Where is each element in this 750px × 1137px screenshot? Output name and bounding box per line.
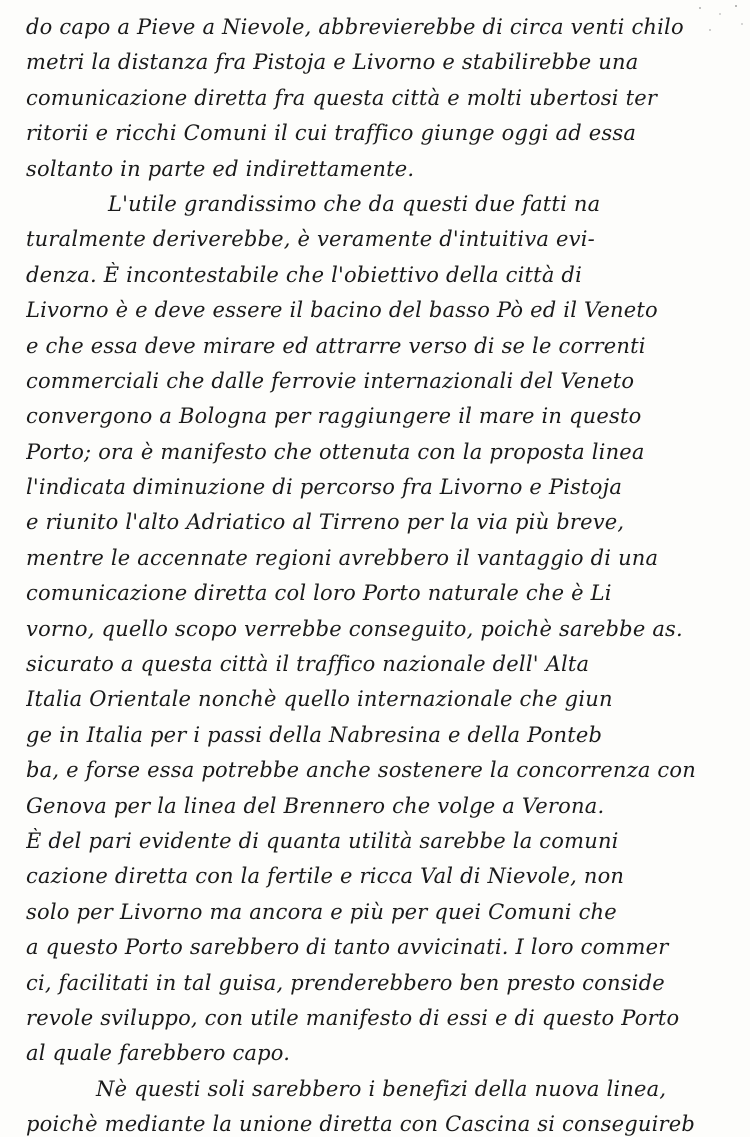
manuscript-line: ci, facilitati in tal guisa, prenderebbero ben presto conside: [26, 970, 665, 995]
manuscript-line: Livorno è e deve essere il bacino del basso Pò ed il Veneto: [26, 298, 658, 323]
manuscript-line: e riunito l'alto Adriatico al Tirreno per la via più breve,: [26, 510, 625, 535]
manuscript-line: mentre le accennate regioni avrebbero il vantaggio di una: [26, 545, 659, 570]
manuscript-line: comunicazione diretta col loro Porto naturale che è Li: [26, 581, 612, 606]
manuscript-line: commerciali che dalle ferrovie internazionali del Veneto: [26, 368, 635, 393]
handwritten-text-block: [26, 10, 734, 1137]
manuscript-line: soltanto in parte ed indirettamente.: [26, 156, 415, 181]
manuscript-line: Genova per la linea del Brennero che volge a Verona.: [26, 793, 605, 818]
manuscript-line: do capo a Pieve a Nievole, abbrevierebbe di circa venti chilo: [26, 15, 684, 39]
manuscript-line: ge in Italia per i passi della Nabresina e della Ponteb: [26, 722, 603, 747]
manuscript-line: È del pari evidente di quanta utilità sarebbe la comuni: [26, 828, 619, 853]
manuscript-line: cazione diretta con la fertile e ricca Val di Nievole, non: [26, 864, 625, 889]
manuscript-line: Nè questi soli sarebbero i benefizi della nuova linea,: [96, 1076, 667, 1101]
manuscript-line: solo per Livorno ma ancora e più per quei Comuni che: [26, 899, 617, 924]
manuscript-line: al quale farebbero capo.: [26, 1041, 291, 1066]
manuscript-line: ba, e forse essa potrebbe anche sostenere la concorrenza con: [26, 758, 696, 783]
manuscript-line: convergono a Bologna per raggiungere il mare in questo: [26, 404, 642, 429]
manuscript-line: poichè mediante la unione diretta con Cascina si conseguireb: [26, 1112, 695, 1137]
manuscript-line: l'indicata diminuzione di percorso fra Livorno e Pistoja: [26, 475, 623, 500]
manuscript-line: vorno, quello scopo verrebbe conseguito, poichè sarebbe as.: [26, 616, 683, 641]
manuscript-line: metri la distanza fra Pistoja e Livorno e stabilirebbe una: [26, 50, 639, 75]
manuscript-line: Italia Orientale nonchè quello internazionale che giun: [26, 687, 613, 712]
manuscript-line: L'utile grandissimo che da questi due fatti na: [108, 191, 601, 216]
manuscript-line: comunicazione diretta fra questa città e molti ubertosi ter: [26, 85, 658, 110]
manuscript-line: denza. È incontestabile che l'obiettivo della città di: [26, 262, 582, 287]
manuscript-line: Porto; ora è manifesto che ottenuta con la proposta linea: [26, 439, 645, 464]
manuscript-line: revole sviluppo, con utile manifesto di essi e di questo Porto: [26, 1005, 680, 1030]
manuscript-line: turalmente deriverebbe, è veramente d'intuitiva evi-: [26, 227, 595, 252]
manuscript-line: a questo Porto sarebbero di tanto avvicinati. I loro commer: [26, 935, 669, 960]
manuscript-line: ritorii e ricchi Comuni il cui traffico giunge oggi ad essa: [26, 121, 637, 146]
manuscript-line: sicurato a questa città il traffico nazionale dell' Alta: [26, 652, 590, 677]
manuscript-line: e che essa deve mirare ed attrarre verso di se le correnti: [26, 333, 646, 358]
